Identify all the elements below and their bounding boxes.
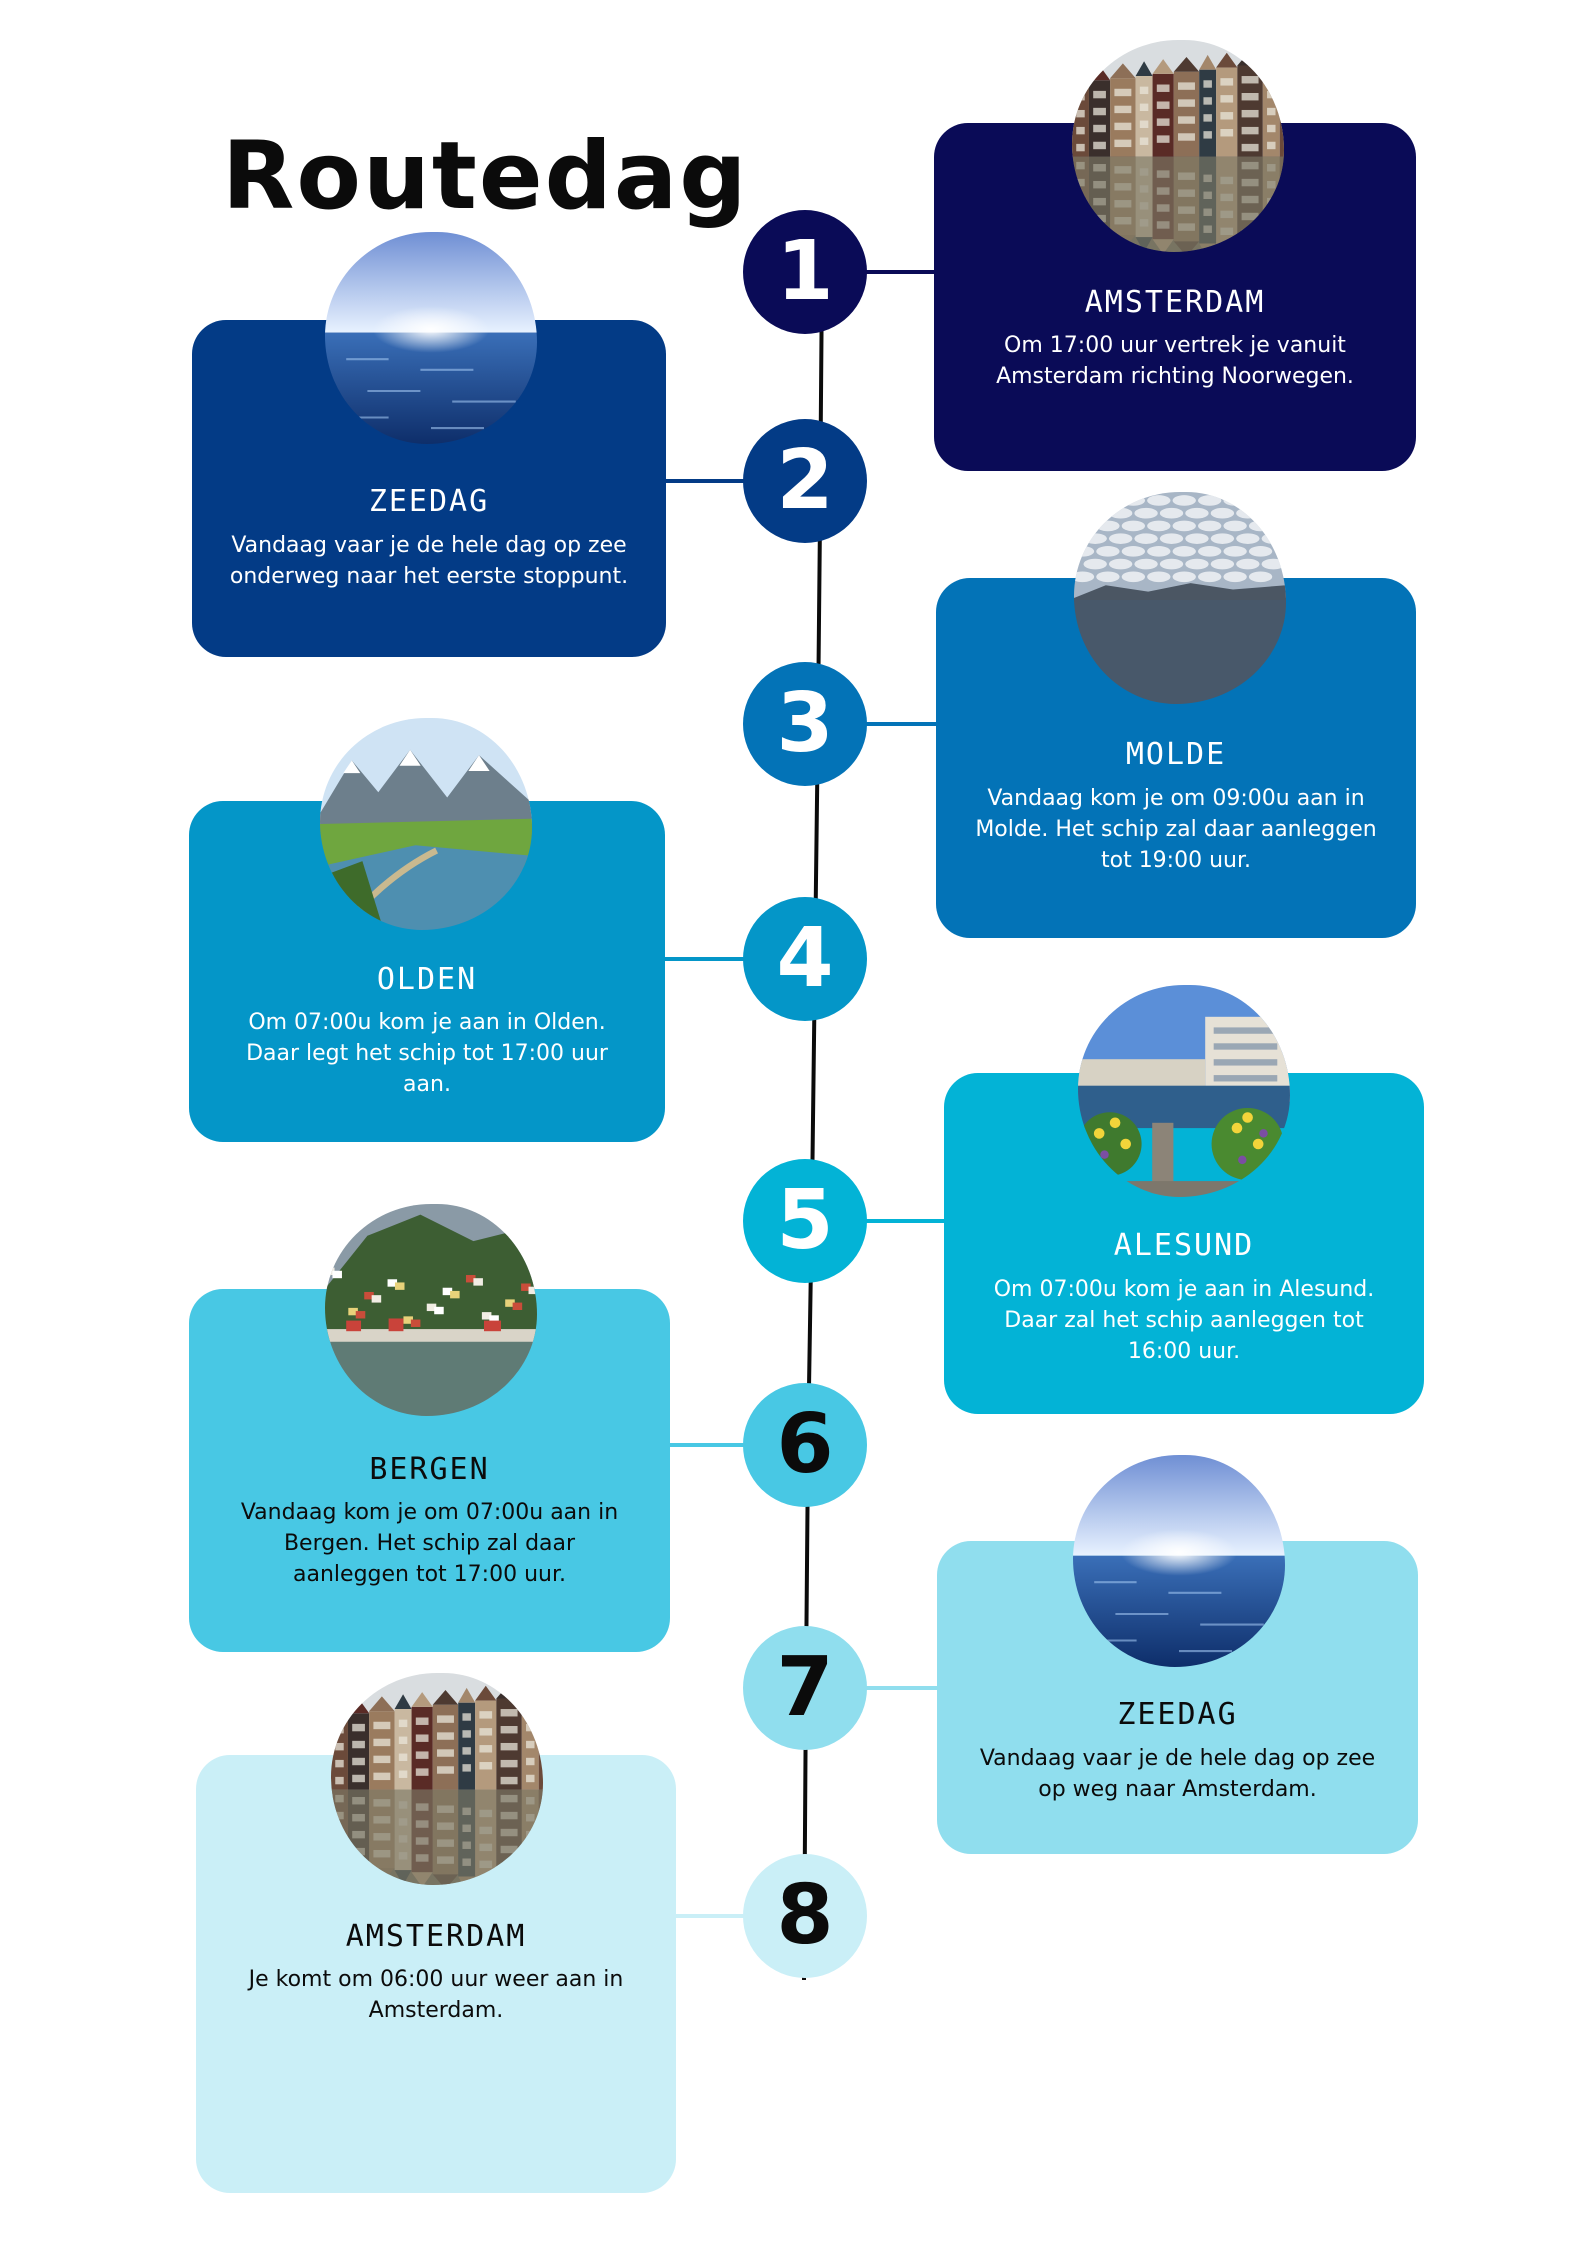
molde-fjord-photo <box>1074 492 1286 704</box>
day-card-description: Om 07:00u kom je aan in Alesund. Daar zal het schip aanleggen tot 16:00 uur. <box>993 1277 1375 1364</box>
day-card-title: MOLDE <box>1125 737 1227 772</box>
day-number-6: 6 <box>743 1383 867 1507</box>
day-card-description: Om 07:00u kom je aan in Olden. Daar legt het schip tot 17:00 uur aan. <box>246 1010 608 1097</box>
amsterdam-canal-houses-photo <box>331 1673 543 1885</box>
day-card-title: ZEEDAG <box>1117 1697 1238 1732</box>
day-card-title: AMSTERDAM <box>345 1919 527 1954</box>
day-number-3: 3 <box>743 662 867 786</box>
day-card-description: Vandaag kom je om 07:00u aan in Bergen. Het schip zal daar aanleggen tot 17:00 uur. <box>240 1500 619 1587</box>
day-number-7: 7 <box>743 1626 867 1750</box>
day-card-description: Je komt om 06:00 uur weer aan in Amsterdam. <box>248 1967 624 2023</box>
day-number-2: 2 <box>743 419 867 543</box>
day-card-title: ALESUND <box>1113 1228 1255 1263</box>
day-number-4: 4 <box>743 897 867 1021</box>
day-number-5: 5 <box>743 1159 867 1283</box>
day-card-description: Vandaag kom je om 09:00u aan in Molde. Het schip zal daar aanleggen tot 19:00 uur. <box>975 786 1377 873</box>
day-card-description: Om 17:00 uur vertrek je vanuit Amsterdam richting Noorwegen. <box>996 333 1354 389</box>
amsterdam-canal-houses-photo <box>1072 40 1284 252</box>
open-sea-photo <box>1073 1455 1285 1667</box>
day-card-title: OLDEN <box>376 962 478 997</box>
day-card-title: ZEEDAG <box>368 484 490 519</box>
day-number-8: 8 <box>743 1854 867 1978</box>
day-card-title: AMSTERDAM <box>1084 285 1266 320</box>
day-card-description: Vandaag vaar je de hele dag op zee onderweg naar het eerste stoppunt. <box>229 533 629 589</box>
bergen-harbour-photo <box>325 1204 537 1416</box>
day-card-description: Vandaag vaar je de hele dag op zee op weg naar Amsterdam. <box>979 1746 1376 1802</box>
open-sea-photo <box>325 232 537 444</box>
day-card-title: BERGEN <box>369 1452 490 1487</box>
page-title: Routedag <box>222 122 749 231</box>
olden-valley-photo <box>320 718 532 930</box>
day-number-1: 1 <box>743 210 867 334</box>
alesund-harbour-photo <box>1078 985 1290 1197</box>
